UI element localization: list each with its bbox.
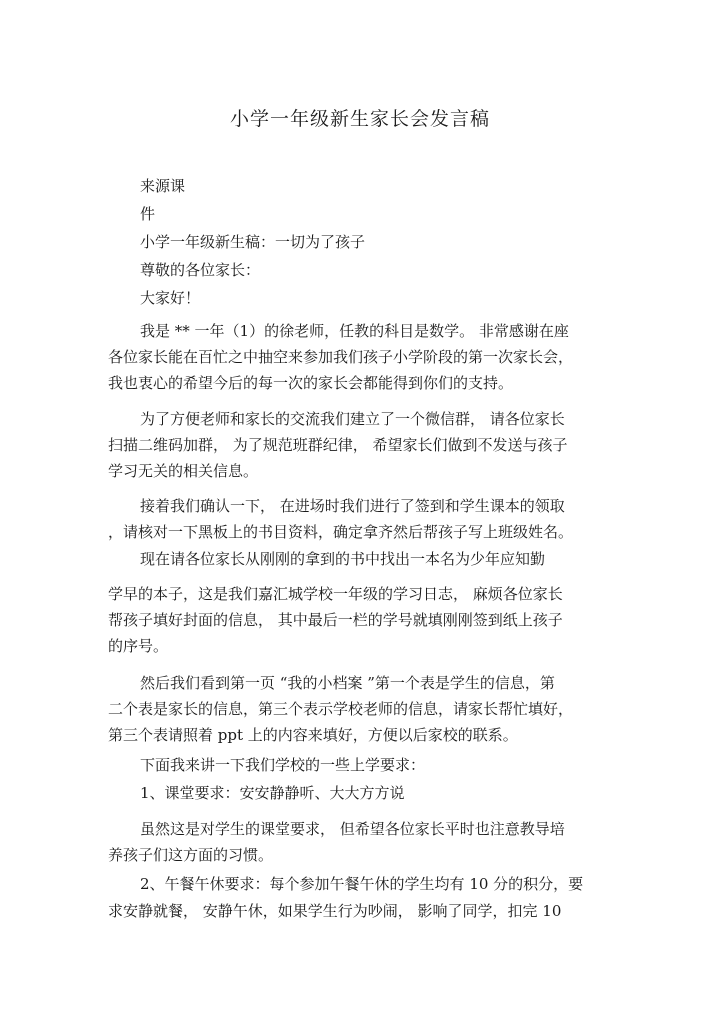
text-line: 现在请各位家长从刚刚的拿到的书中找出一本名为少年应知勤 — [140, 550, 546, 568]
text-line: 第三个表请照着 ppt 上的内容来填好，方便以后家校的联系。 — [108, 726, 518, 744]
text-line: 扫描二维码加群， 为了规范班群纪律， 希望家长们做到不发送与孩子 — [108, 436, 568, 454]
text-line: 帮孩子填好封面的信息， 其中最后一栏的学号就填刚刚签到纸上孩子 — [108, 611, 563, 629]
text-line: 大家好！ — [140, 289, 201, 307]
text-line: 二个表是家长的信息，第三个表示学校老师的信息，请家长帮忙填好， — [108, 700, 574, 718]
text-line: 养孩子们这方面的习惯。 — [108, 846, 274, 864]
text-line: 虽然这是对学生的课堂要求， 但希望各位家长平时也注意教导培 — [140, 820, 565, 838]
text-line: 尊敬的各位家长： — [140, 261, 261, 279]
text-line: 求安静就餐， 安静午休，如果学生行为吵闹， 影响了同学，扣完 10 — [108, 902, 562, 920]
text-line: 件 — [140, 205, 156, 223]
text-line: 下面我来讲一下我们学校的一些上学要求： — [140, 756, 426, 774]
text-line: 为了方便老师和家长的交流我们建立了一个微信群， 请各位家长 — [140, 410, 565, 428]
text-line: 各位家长能在百忙之中抽空来参加我们孩子小学阶段的第一次家长会， — [108, 348, 574, 366]
text-line: 学习无关的相关信息。 — [108, 462, 259, 480]
text-line: 2、午餐午休要求：每个参加午餐午休的学生均有 10 分的积分，要 — [140, 875, 584, 893]
text-line: 我是 ** 一年（1）的徐老师，任教的科目是数学。 非常感谢在座 — [140, 322, 569, 340]
text-line: 小学一年级新生稿：一切为了孩子 — [140, 233, 366, 251]
text-line: 的序号。 — [108, 637, 169, 655]
text-line: 然后我们看到第一页 “我的小档案 ”第一个表是学生的信息，第 — [140, 674, 555, 692]
text-line: 学早的本子，这是我们嘉汇城学校一年级的学习日志， 麻烦各位家长 — [108, 585, 563, 603]
text-line: 来源课 — [140, 177, 186, 195]
text-line: 1、课堂要求：安安静静听、大大方方说 — [140, 784, 405, 802]
text-line: ，请核对一下黑板上的书目资料，确定拿齐然后帮孩子写上班级姓名。 — [108, 523, 574, 541]
text-line: 我也衷心的希望今后的每一次的家长会都能得到你们的支持。 — [108, 374, 514, 392]
text-line: 接着我们确认一下， 在进场时我们进行了签到和学生课本的领取 — [140, 497, 565, 515]
document-title: 小学一年级新生家长会发言稿 — [229, 108, 490, 130]
